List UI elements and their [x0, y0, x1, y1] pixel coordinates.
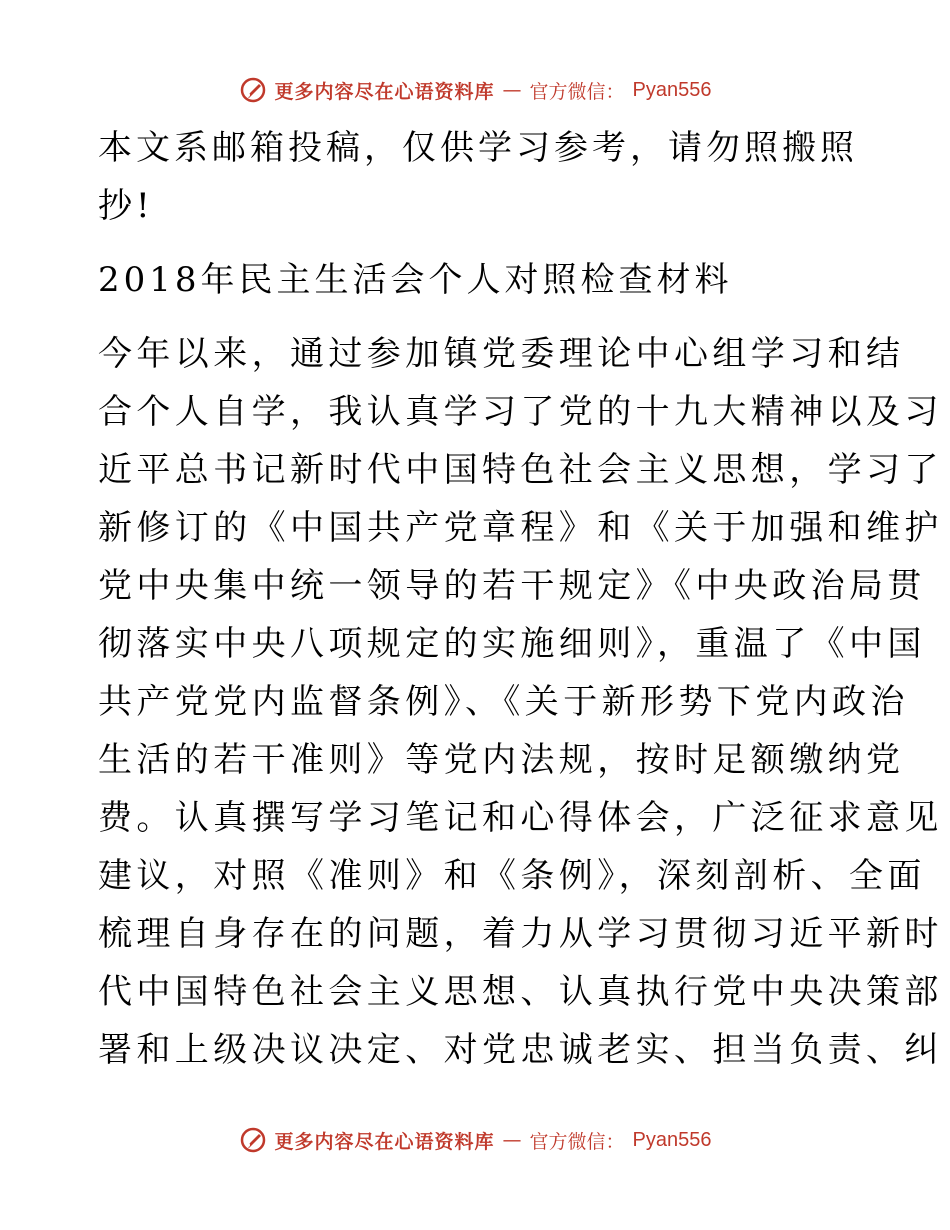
- header-watermark: [0, 70, 950, 110]
- body-line: 建议，对照《准则》和《条例》，深刻剖析、全面: [98, 856, 926, 896]
- watermark-contact-label: 官方微信：: [529, 80, 625, 103]
- notice-line-1: 本文系邮箱投稿，仅供学习参考，请勿照搬照: [98, 128, 858, 168]
- body-line: 新修订的《中国共产党章程》和《关于加强和维护: [98, 508, 943, 548]
- body-line: 彻落实中央八项规定的实施细则》，重温了《中国: [98, 624, 926, 664]
- watermark-site-text: 更多内容尽在心语资料库: [274, 80, 495, 103]
- pen-logo-icon: [239, 76, 267, 104]
- watermark-separator: —: [502, 1129, 522, 1151]
- watermark-site-text: 更多内容尽在心语资料库: [274, 1130, 495, 1153]
- body-line: 共产党党内监督条例》、《关于新形势下党内政治: [98, 682, 909, 722]
- body-line: 合个人自学，我认真学习了党的十九大精神以及习: [98, 392, 943, 432]
- document-title: 2018年民主生活会个人对照检查材料: [98, 260, 733, 300]
- body-line: 费。认真撰写学习笔记和心得体会，广泛征求意见: [98, 798, 943, 838]
- body-line: 生活的若干准则》等党内法规，按时足额缴纳党: [98, 740, 905, 780]
- body-line: 梳理自身存在的问题，着力从学习贯彻习近平新时: [98, 914, 943, 954]
- body-line: 今年以来，通过参加镇党委理论中心组学习和结: [98, 334, 905, 374]
- body-line: 近平总书记新时代中国特色社会主义思想，学习了: [98, 450, 943, 490]
- notice-line-2: 抄!: [98, 186, 154, 226]
- watermark-separator: —: [502, 79, 522, 101]
- watermark-contact-id: Pyan556: [632, 1128, 712, 1151]
- body-line: 代中国特色社会主义思想、认真执行党中央决策部: [98, 972, 943, 1012]
- body-line: 党中央集中统一领导的若干规定》《中央政治局贯: [98, 566, 926, 606]
- watermark-contact-id: Pyan556: [632, 78, 712, 101]
- footer-watermark: [0, 1120, 950, 1160]
- body-line: 署和上级决议决定、对党忠诚老实、担当负责、纠: [98, 1030, 943, 1070]
- pen-logo-icon: [239, 1126, 267, 1154]
- watermark-contact-label: 官方微信：: [529, 1130, 625, 1153]
